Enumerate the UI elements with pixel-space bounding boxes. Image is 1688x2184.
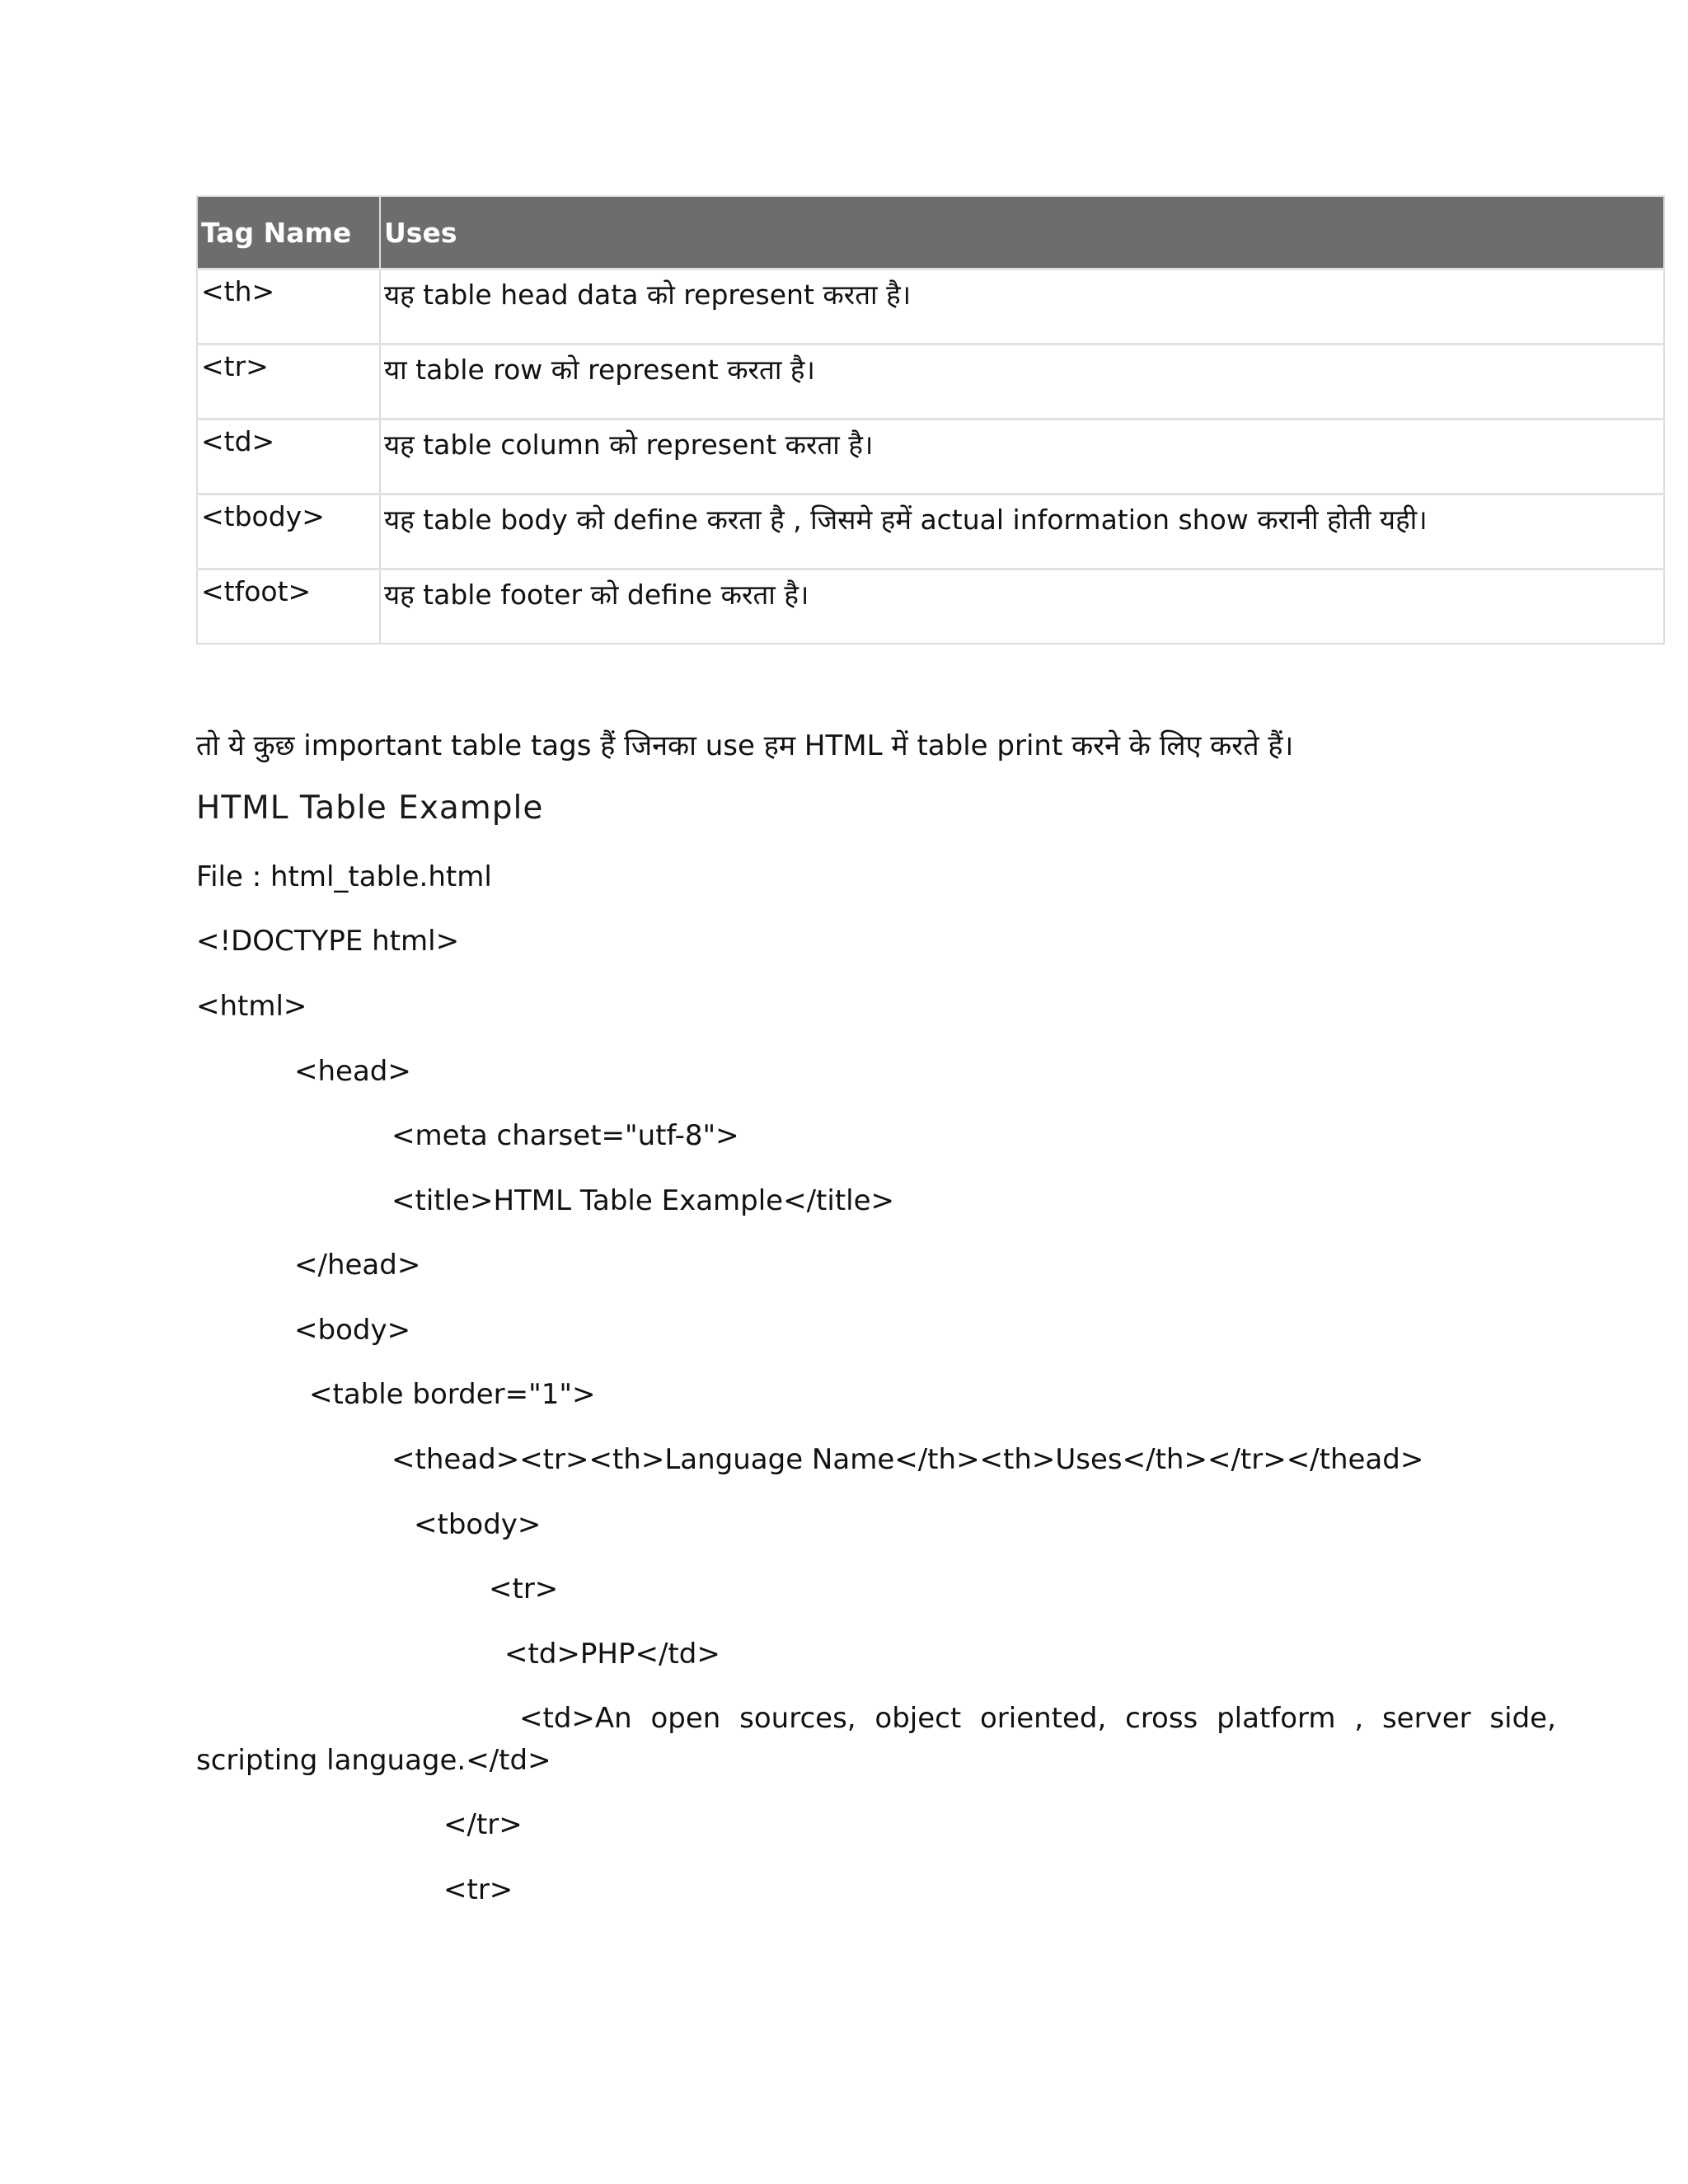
cell-use: यह table body को define करता है , जिसमे हमें actual information show करानी होती यही।: [380, 494, 1664, 569]
cell-tag: <th>: [197, 269, 380, 344]
table-row: [197, 419, 1664, 494]
code-line-table-open: <table border="1">: [309, 1378, 596, 1411]
code-line-head-close: </head>: [294, 1249, 421, 1282]
code-line-td-php: <td>PHP</td>: [504, 1638, 720, 1671]
table-row: [197, 269, 1664, 344]
cell-use: यह table head data को represent करता है।: [380, 269, 1664, 344]
code-line-doctype: <!DOCTYPE html>: [196, 925, 460, 958]
code-line-tr-open: <tr>: [489, 1572, 559, 1605]
cell-use: यह table column को represent करता है।: [380, 419, 1664, 494]
code-line-tbody-open: <tbody>: [414, 1508, 542, 1541]
header-uses: Uses: [380, 196, 1664, 269]
example-heading: HTML Table Example: [196, 790, 544, 827]
code-line-thead: <thead><tr><th>Language Name</th><th>Uses</th></tr></thead>: [392, 1443, 1424, 1476]
code-line-td-description: <td>An open sources, object oriented, cross platform , server side,: [519, 1702, 1556, 1735]
code-line-html-open: <html>: [196, 990, 307, 1023]
summary-paragraph: तो ये कुछ important table tags हैं जिनका use हम HTML में table print करने के लिए करते हैं।: [196, 729, 1294, 762]
code-line-head-open: <head>: [294, 1055, 411, 1088]
cell-use: यह table footer को define करता है।: [380, 569, 1664, 644]
code-line-tr-open-2: <tr>: [443, 1873, 513, 1906]
header-tag-name: Tag Name: [197, 196, 380, 269]
cell-tag: <tr>: [197, 344, 380, 419]
code-line-meta: <meta charset="utf-8">: [392, 1119, 739, 1152]
table-row: [197, 344, 1664, 419]
code-line-tr-close: </tr>: [443, 1808, 523, 1841]
table-row: [197, 494, 1664, 569]
cell-tag: <tfoot>: [197, 569, 380, 644]
table-row: [197, 569, 1664, 644]
cell-use: या table row को represent करता है।: [380, 344, 1664, 419]
code-line-td-description-cont: scripting language.</td>: [196, 1744, 551, 1777]
code-line-title: <title>HTML Table Example</title>: [392, 1184, 895, 1217]
file-label: File : html_table.html: [196, 860, 492, 893]
tag-table: [196, 195, 1665, 644]
cell-tag: <td>: [197, 419, 380, 494]
table-header-row: [197, 196, 1664, 269]
cell-tag: <tbody>: [197, 494, 380, 569]
code-line-body-open: <body>: [294, 1314, 411, 1347]
